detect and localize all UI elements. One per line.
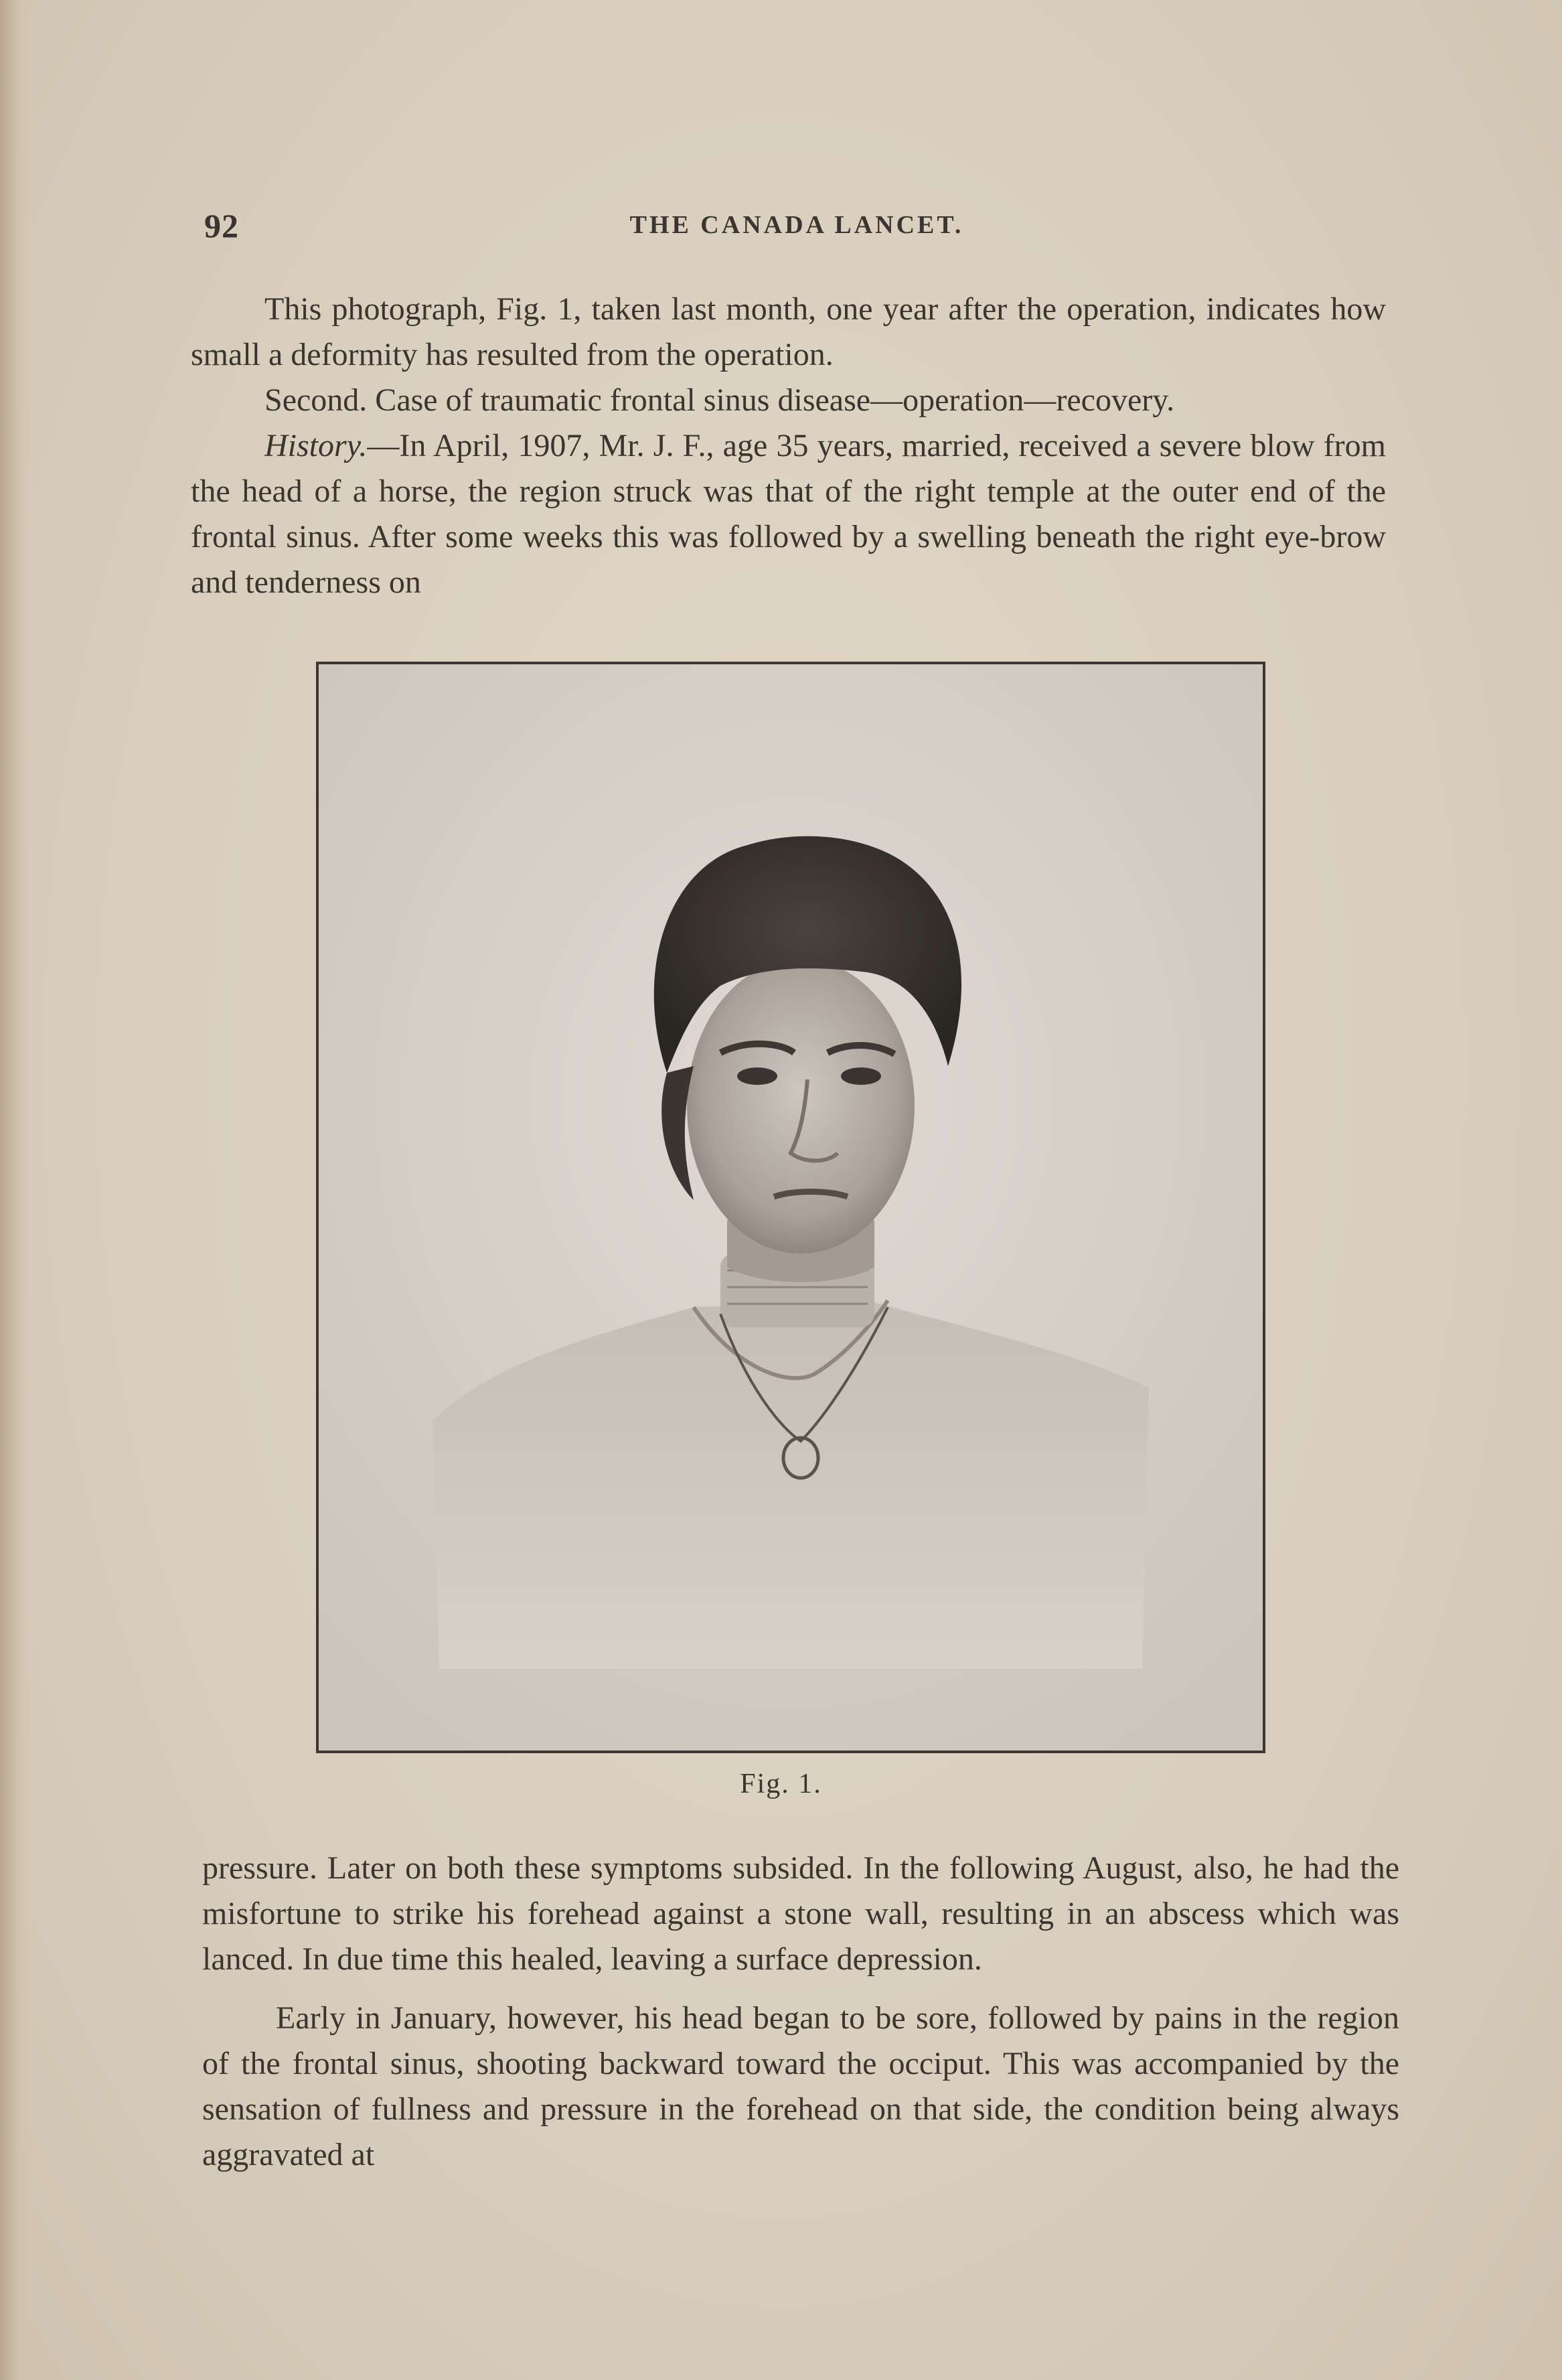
paragraph-pressure: pressure. Later on both these symptoms subsided. In the following August, also, he had the misfortune to strike his forehead against a stone wall, resulting in an abscess which was lanced. In due time this healed, leaving a surface depression. [202, 1850, 1399, 1977]
book-spine-shadow [0, 0, 31, 2380]
history-text: —In April, 1907, Mr. J. F., age 35 years, married, received a severe blow from the head of a horse, the region struck was that of the right temple at the outer end of the frontal sinus. After some weeks this was followed by a swelling beneath the right eye-brow and tenderness on [191, 428, 1386, 600]
paragraph-photograph: This photograph, Fig. 1, taken last month, one year after the operation, indicates how small a deformity has resulted from the operation. [191, 291, 1386, 372]
running-title: THE CANADA LANCET. [629, 211, 964, 239]
paragraph-second-case: Second. Case of traumatic frontal sinus disease—operation—recovery. [264, 382, 1175, 418]
top-text-block [191, 287, 1386, 605]
page-number: 92 [204, 207, 239, 244]
paragraph-early-january: Early in January, however, his head began to be sore, followed by pains in the region of the frontal sinus, shooting backward toward the occiput. This was accompanied by the sensation of fullness and pressure in the forehead on that side, the condition being always aggravated at [202, 2000, 1399, 2172]
paragraph-history [191, 423, 1386, 605]
history-label: History. [264, 428, 368, 463]
portrait-image [319, 664, 1263, 1751]
bottom-text-block [202, 1846, 1399, 2178]
figure-caption: Fig. 1. [740, 1769, 822, 1799]
figure-photograph [316, 662, 1265, 1753]
page-header [204, 206, 1389, 249]
